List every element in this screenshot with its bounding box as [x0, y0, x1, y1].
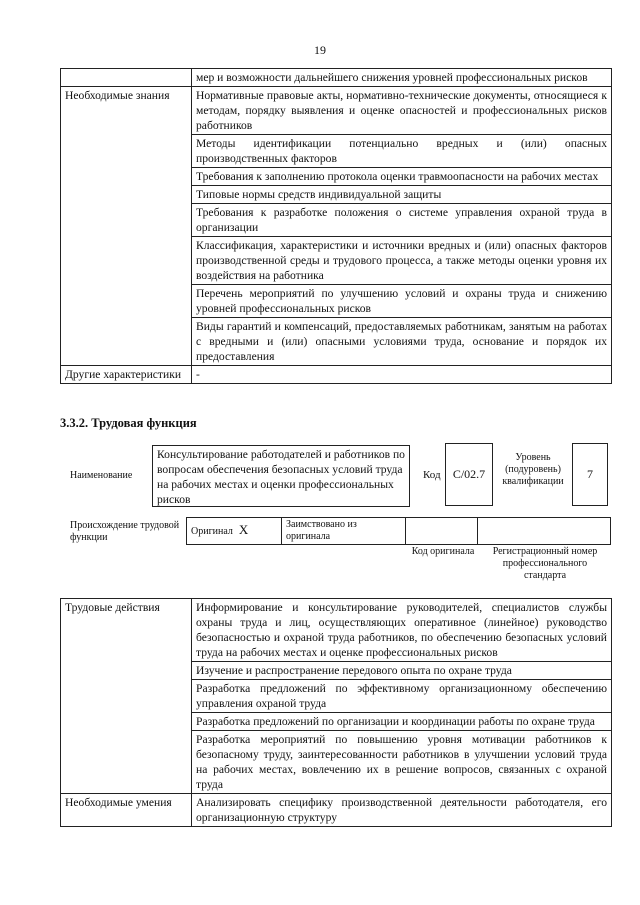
- table-row: [61, 87, 612, 135]
- original-cell: [187, 518, 282, 545]
- name-label: Наименование: [70, 470, 133, 481]
- origin-table: [186, 517, 611, 545]
- skills-label: Необходимые умения: [61, 794, 192, 827]
- origin-label: Происхождение трудовой функции: [70, 520, 180, 543]
- code-label: Код: [423, 469, 441, 481]
- knowledge-item: Требования к заполнению протокола оценки травмоопасности на рабочих местах: [192, 168, 612, 186]
- knowledge-label: Необходимые знания: [61, 87, 192, 366]
- table-cell-empty: [61, 69, 192, 87]
- action-item: Изучение и распространение передового опыта по охране труда: [192, 662, 612, 680]
- knowledge-table: [60, 68, 612, 384]
- level-value-box: 7: [572, 443, 608, 506]
- table-row: [61, 794, 612, 827]
- actions-label: Трудовые действия: [61, 599, 192, 794]
- original-code-cell: [406, 518, 478, 545]
- table-row: [61, 366, 612, 384]
- knowledge-item: Классификация, характеристики и источники вредных и (или) опасных факторов производственной среды и трудового процесса, а также методы оценки уровня их воздействия на работника: [192, 237, 612, 285]
- table-row: [61, 69, 612, 87]
- level-label: Уровень (подуровень) квалификации: [502, 452, 564, 487]
- original-label: Оригинал: [191, 526, 233, 537]
- action-item: Информирование и консультирование руководителей, специалистов службы охраны труда и лиц, осуществляющих оперативное (линейное) руководство безопасностью и охраной труда работников, по обеспечению безопасных условий труда на рабочих местах и оценке профессиональных рисков: [192, 599, 612, 662]
- skill-item: Анализировать специфику производственной деятельности работодателя, его организационную структуру: [192, 794, 612, 827]
- knowledge-item: Нормативные правовые акты, нормативно-технические документы, относящиеся к методам, порядку выявления и оценке опасностей и профессиональных рисков работников: [192, 87, 612, 135]
- page-number: 19: [314, 43, 326, 57]
- actions-table: [60, 598, 612, 827]
- function-code-box: C/02.7: [445, 443, 493, 506]
- registration-number-caption: Регистрационный номер профессионального стандарта: [492, 546, 598, 581]
- other-characteristics-label: Другие характеристики: [61, 366, 192, 384]
- knowledge-item: Типовые нормы средств индивидуальной защиты: [192, 186, 612, 204]
- knowledge-item: Перечень мероприятий по улучшению условий и охраны труда и снижению уровней профессиональных рисков: [192, 285, 612, 318]
- section-title: 3.3.2. Трудовая функция: [60, 416, 197, 430]
- function-name-box: Консультирование работодателей и работников по вопросам обеспечения безопасных условий труда на рабочих местах и оценки профессиональных рисков: [152, 445, 410, 507]
- other-characteristics-value: -: [192, 366, 612, 384]
- original-mark: X: [238, 522, 249, 537]
- table-row: [187, 518, 611, 545]
- knowledge-item: Требования к разработке положения о системе управления охраной труда в организации: [192, 204, 612, 237]
- table-row: [61, 599, 612, 662]
- registration-number-cell: [478, 518, 611, 545]
- borrowed-label: Заимствовано из оригинала: [282, 518, 406, 545]
- knowledge-item: Методы идентификации потенциально вредных и (или) опасных производственных факторов: [192, 135, 612, 168]
- action-item: Разработка предложений по организации и координации работы по охране труда: [192, 713, 612, 731]
- original-code-caption: Код оригинала: [411, 546, 475, 557]
- continuation-cell: мер и возможности дальнейшего снижения уровней профессиональных рисков: [192, 69, 612, 87]
- knowledge-item: Виды гарантий и компенсаций, предоставляемых работникам, занятым на работах с вредными и (или) опасными условиями труда, основание и порядок их предоставления: [192, 318, 612, 366]
- action-item: Разработка предложений по эффективному организационному обеспечению управления охраной труда: [192, 680, 612, 713]
- action-item: Разработка мероприятий по повышению уровня мотивации работников к безопасному труду, заинтересованности работников в улучшении условий труда на рабочих местах, вовлечению их в решение вопросов, связанных с охраной труда: [192, 731, 612, 794]
